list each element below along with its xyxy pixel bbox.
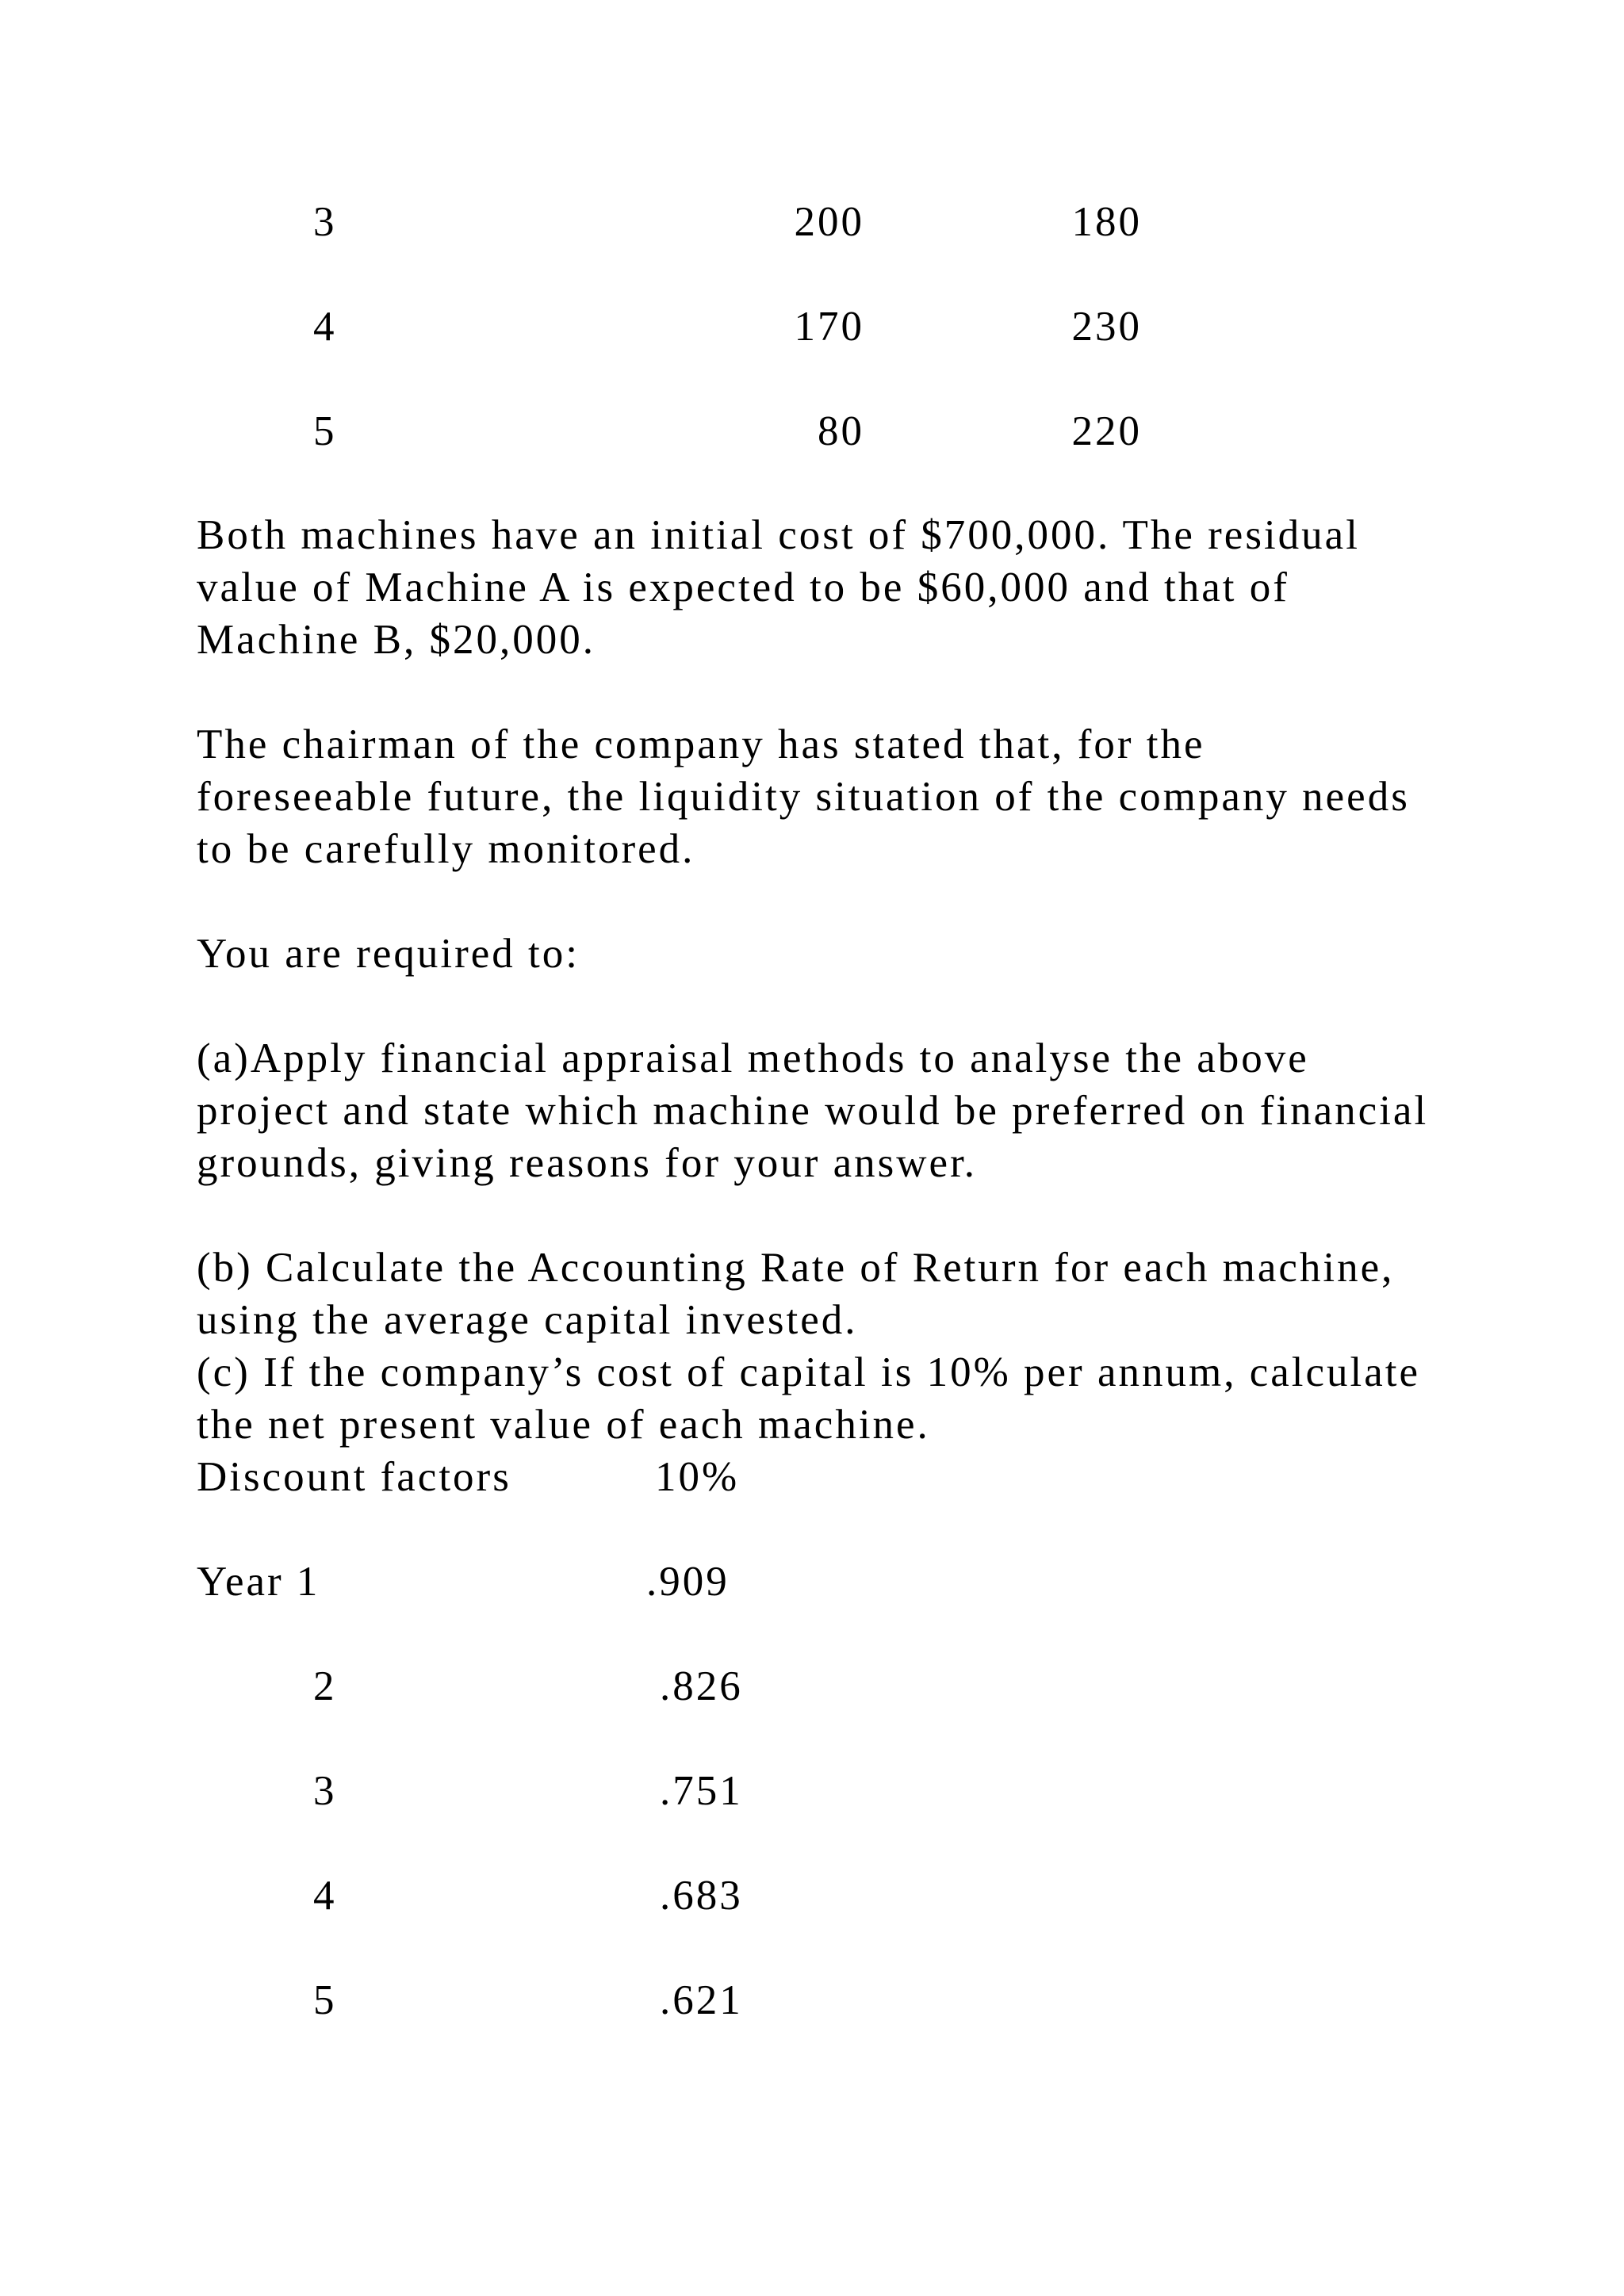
discount-factor: .621 [660, 1977, 743, 2023]
cash-flow-year: 3 [313, 199, 337, 245]
question-part-b [197, 1242, 1505, 1346]
cash-flow-machine-a: 200 [794, 199, 864, 245]
paragraph-initial-cost [197, 509, 1505, 666]
paragraph-line: grounds, giving reasons for your answer. [197, 1140, 978, 1186]
discount-year: Year 1 [197, 1559, 320, 1605]
paragraph-line: value of Machine A is expected to be $60,000 and that of [197, 564, 1289, 610]
paragraph-line: (c) If the company’s cost of capital is 10% per annum, calculate [197, 1349, 1420, 1395]
paragraph-line: foreseeable future, the liquidity situation of the company needs [197, 774, 1410, 820]
paragraph-line: The chairman of the company has stated that, for the [197, 721, 1205, 767]
discount-year: 4 [313, 1873, 337, 1919]
discount-rate-header: 10% [655, 1454, 740, 1500]
discount-factors-label: Discount factors [197, 1454, 511, 1500]
paragraph-line: (a)Apply financial appraisal methods to analyse the above [197, 1035, 1309, 1081]
paragraph-chairman [197, 718, 1505, 875]
paragraph-line: (b) Calculate the Accounting Rate of Return for each machine, [197, 1245, 1395, 1291]
cash-flow-machine-b: 220 [1071, 408, 1142, 454]
question-part-a [197, 1032, 1505, 1189]
paragraph-line: Both machines have an initial cost of $700,000. The residual [197, 512, 1360, 558]
paragraph-line: Machine B, $20,000. [197, 617, 596, 663]
discount-year: 3 [313, 1768, 337, 1814]
cash-flow-year: 4 [313, 304, 337, 350]
discount-year: 2 [313, 1663, 337, 1709]
discount-factor: .751 [660, 1768, 743, 1814]
paragraph-required [197, 928, 1505, 980]
paragraph-line: You are required to: [197, 931, 580, 977]
cash-flow-machine-b: 230 [1071, 304, 1142, 350]
paragraph-line: using the average capital invested. [197, 1297, 858, 1343]
paragraph-line: the net present value of each machine. [197, 1402, 930, 1448]
cash-flow-machine-a: 170 [794, 304, 864, 350]
paragraph-line: to be carefully monitored. [197, 826, 695, 872]
cash-flow-machine-b: 180 [1071, 199, 1142, 245]
discount-factor: .909 [646, 1559, 730, 1605]
paragraph-line: project and state which machine would be preferred on financial [197, 1088, 1429, 1134]
discount-factor: .826 [660, 1663, 743, 1709]
question-part-c [197, 1346, 1505, 1451]
cash-flow-machine-a: 80 [818, 408, 864, 454]
discount-year: 5 [313, 1977, 337, 2023]
cash-flow-year: 5 [313, 408, 337, 454]
discount-factor: .683 [660, 1873, 743, 1919]
